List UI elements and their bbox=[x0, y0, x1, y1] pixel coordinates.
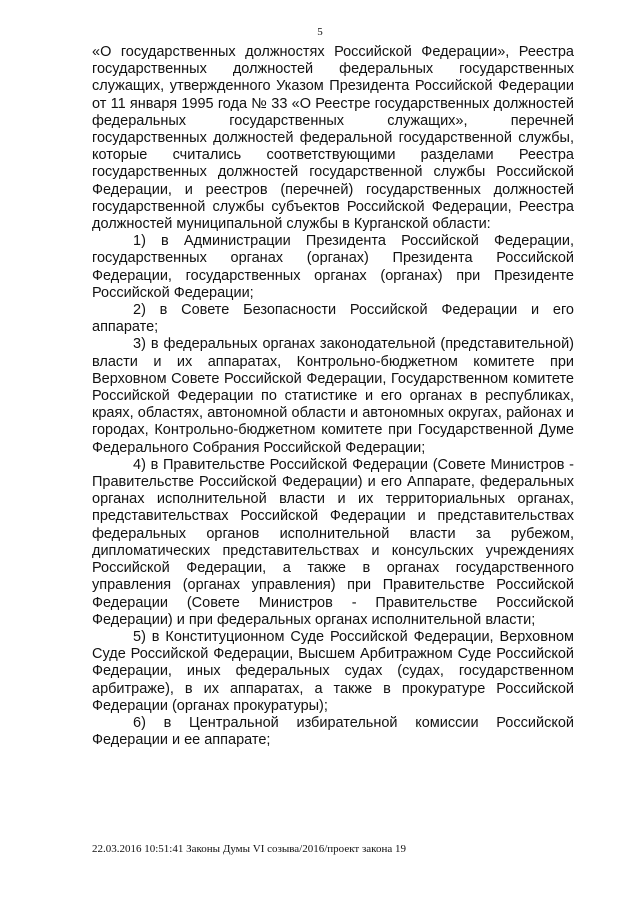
list-item: 4) в Правительстве Российской Федерации (Совете Министров - Правительстве Российской Федерации) и его Аппарате, федеральных органах исполнительной власти и их территориальных органах, представительствах Российской Федерации и представительствах федеральных органов исполнительной власти за рубежом, дипломатических представительствах и консульских учреждениях Российской Федерации, а также в органах государственного управления (органах управления) при Правительстве Российской Федерации (Совете Министров - Правительстве Российской Федерации) и при федеральных органах исполнительной власти; bbox=[92, 456, 574, 628]
page-number: 5 bbox=[317, 26, 323, 38]
document-body bbox=[92, 44, 574, 749]
list-item: 1) в Администрации Президента Российской Федерации, государственных органах (органах) Президента Российской Федерации, государственных органах (органах) при Президенте Российской Федерации; bbox=[92, 233, 574, 301]
list-item: 2) в Совете Безопасности Российской Федерации и его аппарате; bbox=[92, 302, 574, 336]
list-item: 5) в Конституционном Суде Российской Федерации, Верховном Суде Российской Федерации, Высшем Арбитражном Суде Российской Федерации, иных федеральных судах (судах, государственном арбитраже), в их аппаратах, а также в прокуратуре Российской Федерации (органах прокуратуры); bbox=[92, 628, 574, 714]
paragraph-intro: «О государственных должностях Российской Федерации», Реестра государственных должностей федеральных государственных служащих, утвержденного Указом Президента Российской Федерации от 11 января 1995 года № 33 «О Реестре государственных должностей федеральных государственных служащих», перечней государственных должностей федеральной государственной службы, которые считались соответствующими разделами Реестра государственных должностей государственной службы Российской Федерации, и реестров (перечней) государственных должностей государственной службы субъектов Российской Федерации, Реестра должностей муниципальной службы в Курганской области: bbox=[92, 44, 574, 233]
list-item: 6) в Центральной избирательной комиссии Российской Федерации и ее аппарате; bbox=[92, 714, 574, 749]
document-footer: 22.03.2016 10:51:41 Законы Думы VI созыва/2016/проект закона 19 bbox=[92, 843, 406, 855]
list-item: 3) в федеральных органах законодательной (представительной) власти и их аппаратах, Контрольно-бюджетном комитете при Верховном Совете Российской Федерации, Государственном комитете Российской Федерации по статистике и его органах в республиках, краях, областях, автономной области и автономных округах, районах и городах, Контрольно-бюджетном комитете при Государственной Думе Федерального Собрания Российской Федерации; bbox=[92, 336, 574, 456]
